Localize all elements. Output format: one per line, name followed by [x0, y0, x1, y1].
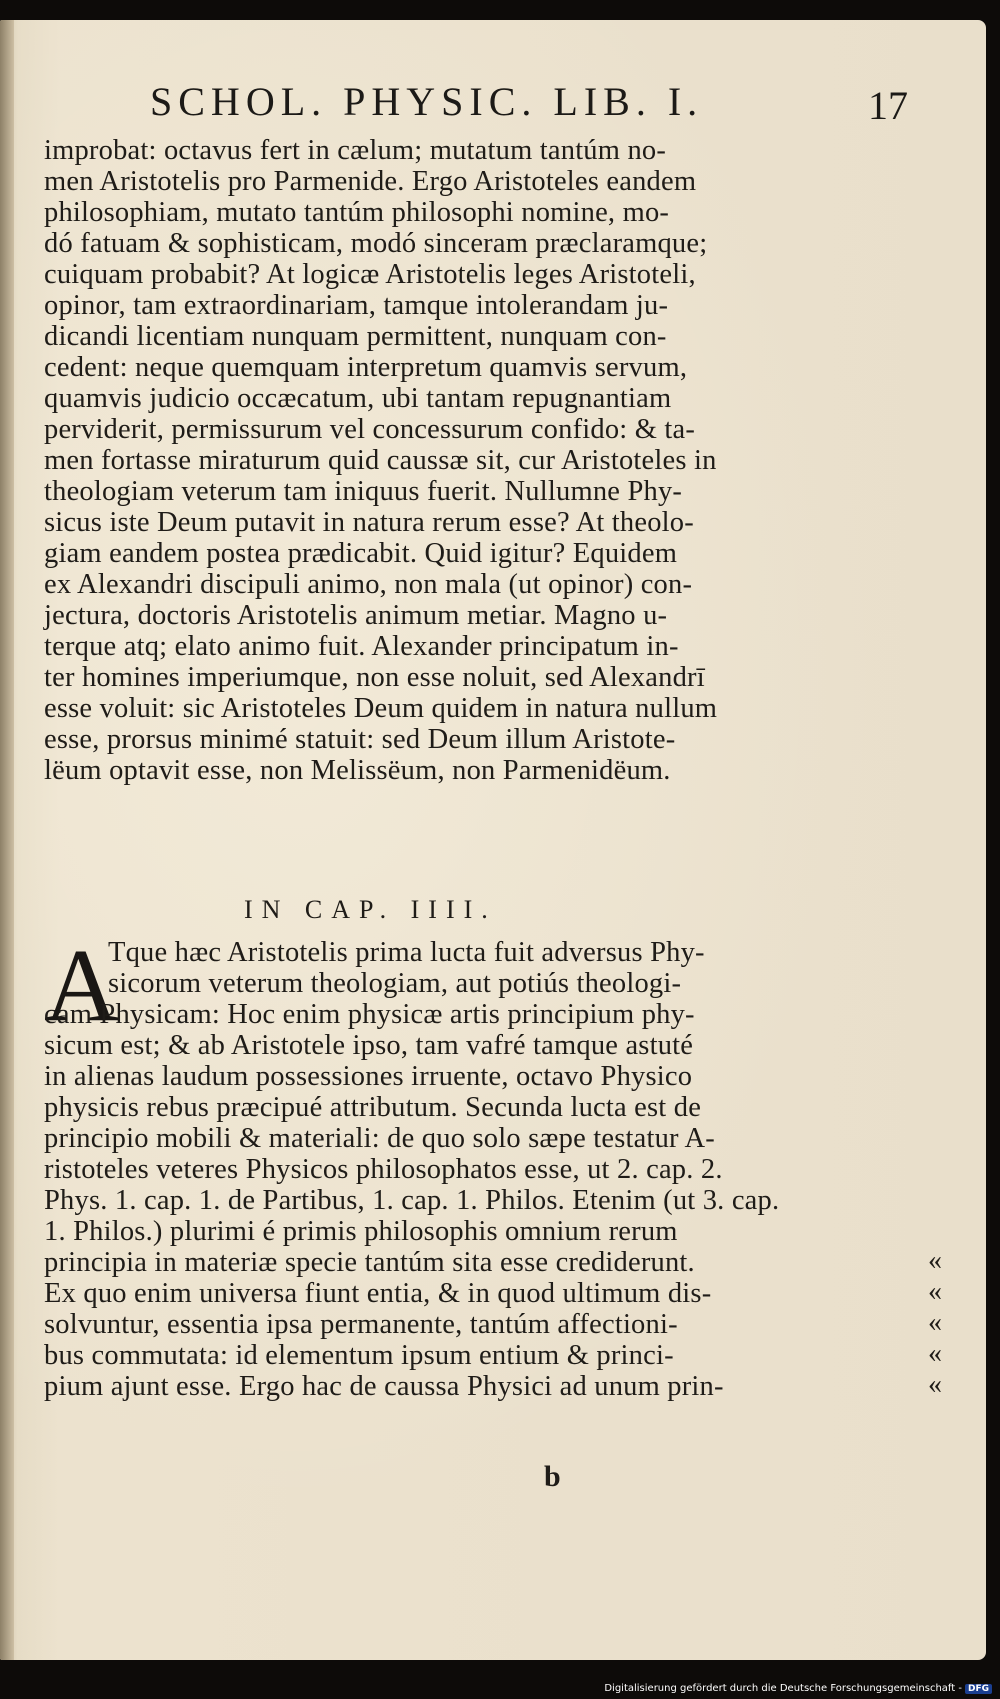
text-line: cam Physicam: Hoc enim physicæ artis principium phy-: [44, 999, 695, 1030]
text-line: dicandi licentiam nunquam permittent, nunquam con-: [44, 321, 667, 352]
credit-text: Digitalisierung gefördert durch die Deutsche Forschungsgemeinschaft -: [604, 1683, 962, 1694]
text-line: esse, prorsus minimé statuit: sed Deum illum Aristote-: [44, 724, 676, 755]
quote-mark: «: [928, 1338, 939, 1369]
text-line: philosophiam, mutato tantúm philosophi nomine, mo-: [44, 197, 670, 228]
page-gutter: [0, 20, 14, 1660]
dfg-logo: DFG: [965, 1684, 992, 1694]
text-line: ter homines imperiumque, non esse noluit, sed Alexandrī: [44, 662, 705, 693]
text-line: physicis rebus præcipué attributum. Secunda lucta est de: [44, 1092, 702, 1123]
text-line: opinor, tam extraordinariam, tamque intolerandam ju-: [44, 290, 669, 321]
drop-cap: A: [44, 928, 120, 1043]
text-line: sicum est; & ab Aristotele ipso, tam vafré tamque astuté: [44, 1030, 694, 1061]
text-line: ristoteles veteres Physicos philosophatos esse, ut 2. cap. 2.: [44, 1154, 723, 1185]
quote-mark: «: [928, 1369, 939, 1400]
text-line: cedent: neque quemquam interpretum quamvis servum,: [44, 352, 688, 383]
text-line: solvuntur, essentia ipsa permanente, tantúm affectioni-: [44, 1309, 678, 1340]
quote-mark: «: [928, 1245, 939, 1276]
text-line: men Aristotelis pro Parmenide. Ergo Aristoteles eandem: [44, 166, 697, 197]
text-line: sicus iste Deum putavit in natura rerum esse? At theolo-: [44, 507, 694, 538]
text-line: 1. Philos.) plurimi é primis philosophis omnium rerum: [44, 1216, 678, 1247]
text-line: improbat: octavus fert in cælum; mutatum tantúm no-: [44, 135, 667, 166]
text-line: pium ajunt esse. Ergo hac de caussa Physici ad unum prin-: [44, 1371, 724, 1402]
text-line: Ex quo enim universa fiunt entia, & in quod ultimum dis-: [44, 1278, 712, 1309]
quote-mark: «: [928, 1307, 939, 1338]
text-line: principia in materiæ specie tantúm sita esse crediderunt.: [44, 1247, 695, 1278]
text-line: cuiquam probabit? At logicæ Aristotelis leges Aristoteli,: [44, 259, 696, 290]
text-line: bus commutata: id elementum ipsum entium & princi-: [44, 1340, 674, 1371]
page-number: 17: [868, 83, 908, 128]
text-line: giam eandem postea prædicabit. Quid igitur? Equidem: [44, 538, 678, 569]
book-page: [0, 20, 986, 1660]
text-line: jectura, doctoris Aristotelis animum metiar. Magno u-: [44, 600, 668, 631]
text-line: men fortasse miraturum quid caussæ sit, cur Aristoteles in: [44, 445, 717, 476]
signature-mark: b: [544, 1460, 561, 1493]
text-line: in alienas laudum possessiones irruente, octavo Physico: [44, 1061, 693, 1092]
running-head: SCHOL. PHYSIC. LIB. I.: [150, 79, 704, 124]
digitization-credit: [604, 1683, 992, 1694]
section-heading: IN CAP. IIII.: [244, 895, 497, 924]
text-line: quamvis judicio occæcatum, ubi tantam repugnantiam: [44, 383, 672, 414]
text-line: Tque hæc Aristotelis prima lucta fuit adversus Phy-: [108, 937, 705, 968]
text-line: Phys. 1. cap. 1. de Partibus, 1. cap. 1. Philos. Etenim (ut 3. cap.: [44, 1185, 780, 1216]
text-line: perviderit, permissurum vel concessurum confido: & ta-: [44, 414, 696, 445]
text-line: terque atq; elato animo fuit. Alexander principatum in-: [44, 631, 679, 662]
text-line: dó fatuam & sophisticam, modó sinceram præclaramque;: [44, 228, 708, 259]
quote-mark: «: [928, 1276, 939, 1307]
text-line: theologiam veterum tam iniquus fuerit. Nullumne Phy-: [44, 476, 683, 507]
text-line: sicorum veterum theologiam, aut potiús theologi-: [108, 968, 682, 999]
text-line: esse voluit: sic Aristoteles Deum quidem in natura nullum: [44, 693, 718, 724]
text-line: principio mobili & materiali: de quo solo sæpe testatur A-: [44, 1123, 715, 1154]
text-line: lëum optavit esse, non Melissëum, non Parmenidëum.: [44, 755, 671, 786]
text-line: ex Alexandri discipuli animo, non mala (ut opinor) con-: [44, 569, 693, 600]
